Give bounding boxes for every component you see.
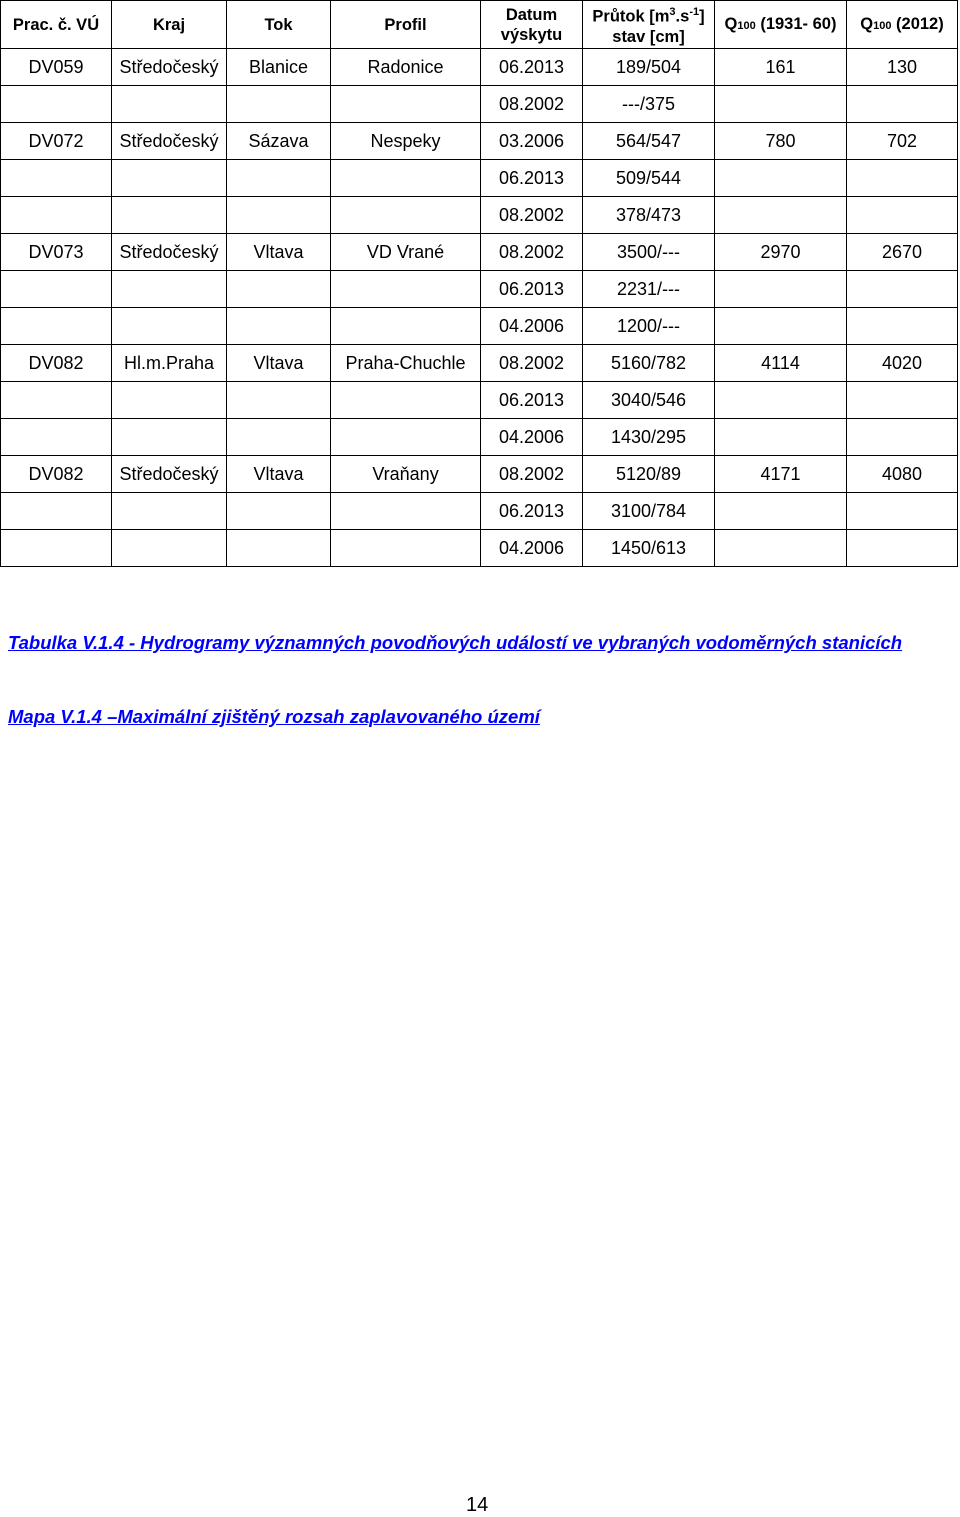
table-cell: 08.2002 [481, 456, 583, 493]
table-row [1, 271, 958, 308]
table-cell [227, 86, 331, 123]
table-cell [715, 308, 847, 345]
table-row [1, 123, 958, 160]
table-cell [331, 160, 481, 197]
table-row [1, 530, 958, 567]
table-cell [331, 86, 481, 123]
table-row [1, 493, 958, 530]
table-cell: 4020 [847, 345, 958, 382]
table-header-row [1, 1, 958, 49]
table-row [1, 308, 958, 345]
table-cell [1, 419, 112, 456]
header-datum-line1: Datum [505, 5, 558, 24]
table-cell: 1200/--- [583, 308, 715, 345]
table-cell: Středočeský [112, 49, 227, 86]
table-cell: 06.2013 [481, 271, 583, 308]
mapa-link[interactable]: Mapa V.1.4 –Maximální zjištěný rozsah zaplavovaného území [8, 706, 540, 727]
table-cell: DV082 [1, 456, 112, 493]
table-cell [715, 493, 847, 530]
table-cell [112, 382, 227, 419]
table-cell [847, 382, 958, 419]
table-row [1, 197, 958, 234]
table-cell [847, 419, 958, 456]
table-cell: 3040/546 [583, 382, 715, 419]
table-cell [112, 271, 227, 308]
table-row [1, 160, 958, 197]
table-row [1, 382, 958, 419]
header-q-a-sub: 100 [737, 19, 756, 32]
table-cell: Praha-Chuchle [331, 345, 481, 382]
header-prutok-text2: .s [675, 7, 690, 26]
flood-data-table [0, 0, 958, 567]
table-cell: 189/504 [583, 49, 715, 86]
table-cell [715, 160, 847, 197]
table-cell: 702 [847, 123, 958, 160]
table-cell [1, 493, 112, 530]
table-cell [331, 493, 481, 530]
table-cell [331, 530, 481, 567]
table-cell: 4171 [715, 456, 847, 493]
header-q-b-rest: (2012) [891, 14, 944, 33]
table-row [1, 419, 958, 456]
table-cell: 564/547 [583, 123, 715, 160]
table-cell: 509/544 [583, 160, 715, 197]
table-cell: Vltava [227, 345, 331, 382]
table-cell [715, 382, 847, 419]
table-cell: DV082 [1, 345, 112, 382]
table-cell [112, 160, 227, 197]
header-q100-historic [715, 1, 847, 49]
table-cell: DV059 [1, 49, 112, 86]
header-prutok [583, 1, 715, 49]
header-datum-line2: výskytu [500, 25, 563, 44]
table-cell [227, 493, 331, 530]
table-cell [847, 271, 958, 308]
header-profil: Profil [331, 1, 481, 49]
table-cell: 5120/89 [583, 456, 715, 493]
table-cell [331, 419, 481, 456]
table-cell: Nespeky [331, 123, 481, 160]
header-prutok-line1 [583, 2, 714, 27]
table-cell [1, 271, 112, 308]
header-q-b-sub: 100 [873, 19, 892, 32]
table-cell: Středočeský [112, 456, 227, 493]
table-cell: 06.2013 [481, 382, 583, 419]
table-cell [715, 86, 847, 123]
table-cell: Radonice [331, 49, 481, 86]
table-cell [331, 308, 481, 345]
page-number: 14 [466, 1494, 489, 1516]
table-cell: 06.2013 [481, 49, 583, 86]
table-cell [1, 308, 112, 345]
table-cell [227, 160, 331, 197]
table-cell: 06.2013 [481, 493, 583, 530]
header-kraj: Kraj [112, 1, 227, 49]
tabulka-link[interactable]: Tabulka V.1.4 - Hydrogramy významných povodňových událostí ve vybraných vodoměrných stanicích [8, 632, 903, 653]
table-cell [227, 419, 331, 456]
table-cell: Blanice [227, 49, 331, 86]
table-cell: Středočeský [112, 234, 227, 271]
table-cell: 2970 [715, 234, 847, 271]
table-cell [112, 308, 227, 345]
table-cell [847, 86, 958, 123]
table-cell: Vltava [227, 456, 331, 493]
table-cell [715, 419, 847, 456]
table-cell [331, 197, 481, 234]
table-cell: 03.2006 [481, 123, 583, 160]
table-cell [227, 271, 331, 308]
header-datum [481, 1, 583, 49]
table-cell: ---/375 [583, 86, 715, 123]
table-row [1, 49, 958, 86]
table-cell [847, 160, 958, 197]
table-cell: 2231/--- [583, 271, 715, 308]
table-cell: 08.2002 [481, 197, 583, 234]
table-cell: 08.2002 [481, 345, 583, 382]
table-body [1, 49, 958, 567]
table-cell: DV072 [1, 123, 112, 160]
table-cell [715, 197, 847, 234]
table-cell: 1450/613 [583, 530, 715, 567]
table-cell [112, 419, 227, 456]
table-cell: 06.2013 [481, 160, 583, 197]
header-prutok-exp-1: -1 [689, 6, 700, 19]
header-prutok-text: Průtok [m [592, 7, 670, 26]
table-cell: 04.2006 [481, 308, 583, 345]
header-prutok-line2: stav [cm] [612, 27, 685, 46]
table-cell: 378/473 [583, 197, 715, 234]
table-cell [847, 493, 958, 530]
header-q100-2012 [847, 1, 958, 49]
table-cell: 2670 [847, 234, 958, 271]
table-cell: DV073 [1, 234, 112, 271]
table-cell: 780 [715, 123, 847, 160]
table-cell [112, 530, 227, 567]
header-prutok-exp3: 3 [669, 6, 676, 19]
table-cell: Sázava [227, 123, 331, 160]
table-cell [112, 493, 227, 530]
table-cell [715, 271, 847, 308]
table-cell [112, 197, 227, 234]
header-q-a-rest: (1931- 60) [755, 14, 837, 33]
table-cell: VD Vrané [331, 234, 481, 271]
table-cell: 04.2006 [481, 530, 583, 567]
table-row [1, 345, 958, 382]
table-cell: 130 [847, 49, 958, 86]
table-cell [1, 160, 112, 197]
table-cell [227, 382, 331, 419]
table-cell [112, 86, 227, 123]
table-cell: 3500/--- [583, 234, 715, 271]
table-cell: 161 [715, 49, 847, 86]
table-cell [715, 530, 847, 567]
table-cell [227, 197, 331, 234]
table-cell: 08.2002 [481, 234, 583, 271]
table-row [1, 234, 958, 271]
table-cell [847, 197, 958, 234]
table-row [1, 86, 958, 123]
table-cell: 04.2006 [481, 419, 583, 456]
table-cell [227, 530, 331, 567]
table-cell: 5160/782 [583, 345, 715, 382]
table-cell: Středočeský [112, 123, 227, 160]
table-cell: 3100/784 [583, 493, 715, 530]
table-cell: 1430/295 [583, 419, 715, 456]
table-cell [331, 271, 481, 308]
table-cell: 08.2002 [481, 86, 583, 123]
header-prutok-text3: ] [699, 7, 705, 26]
table-row [1, 456, 958, 493]
table-cell: Vltava [227, 234, 331, 271]
table-cell: Vraňany [331, 456, 481, 493]
table-cell [1, 530, 112, 567]
table-cell [1, 197, 112, 234]
header-prac: Prac. č. VÚ [1, 1, 112, 49]
table-cell: Hl.m.Praha [112, 345, 227, 382]
table-cell [1, 382, 112, 419]
table-cell [847, 308, 958, 345]
table-cell [227, 308, 331, 345]
table-cell [847, 530, 958, 567]
table-cell [331, 382, 481, 419]
table-cell: 4114 [715, 345, 847, 382]
header-q-b-main: Q [860, 14, 874, 33]
header-tok: Tok [227, 1, 331, 49]
table-cell [1, 86, 112, 123]
table-cell: 4080 [847, 456, 958, 493]
header-q-a-main: Q [724, 14, 738, 33]
